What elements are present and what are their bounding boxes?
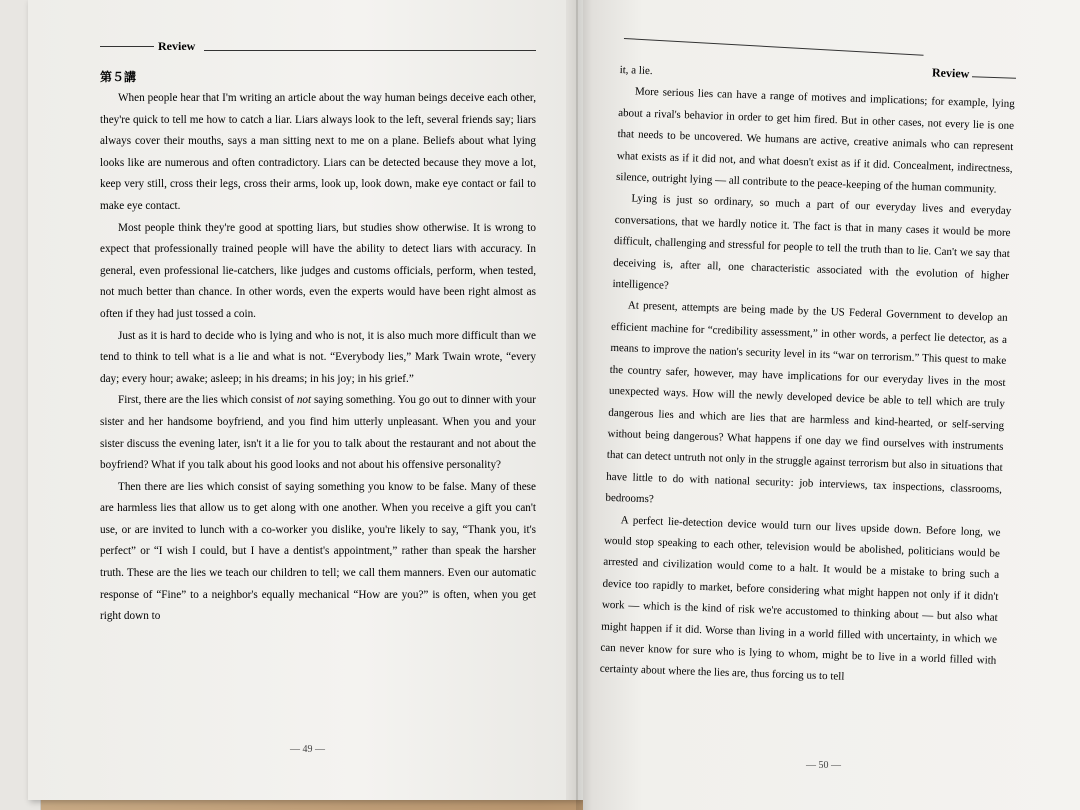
book-gutter (576, 0, 592, 810)
emphasis: not (296, 394, 312, 407)
paragraph (100, 390, 536, 476)
right-page-body (599, 60, 1015, 694)
paragraph: it, a lie. (619, 63, 653, 78)
paragraph: At present, attempts are being made by the US Federal Government to develop an efficient machine for “credibility assessment,” in other words, a perfect lie detector, as a means to improve the nation's security level in its “war on terrorism.” This quest to make the country safer, however, may have implications for our everyday lives in the most unexpected ways. How will the newly developed device be able to tell which are truly dangerous lies and which are lies that are harmless and kind-hearted, or self-serving without being dangerous? What happens if one day we find ourselves with instruments that can detect untruth not only in the struggle against terrorism but also in situations that have little to do with national security: job interviews, tax inspections, classrooms, bedrooms? (605, 299, 1008, 506)
paragraph: Just as it is hard to decide who is lying and who is not, it is also much more difficult than we tend to think to tell what is a lie and what is not. “Everybody lies,” Mark Twain wrote, “every day; every hour; awake; asleep; in his dreams; in his joy; in his grief.” (100, 329, 536, 385)
header-rule-left (100, 46, 154, 47)
paragraph-text: First, there are the lies which consist of (118, 394, 297, 407)
left-page-number: — 49 — (290, 744, 325, 755)
header-rule-right (204, 50, 536, 51)
paragraph: A perfect lie-detection device would turn our lives upside down. Before long, we would stop speaking to each other, television would be abolished, politicians would be arrested and civilization would come to a halt. It would be a mistake to bring such a device too rapidly to market, before considering what might happen not only if it didn't work — which is the kind of risk we're accustomed to thinking about — but also what might happen if it did. Worse than living in a world filled with uncertainty, in which we can never know for sure who is lying to whom, might be to live in a world filled with certainty about where the lies are, thus forcing us to tell (599, 513, 1001, 684)
paragraph-text: saying something. You go out to dinner with your sister and her handsome boyfriend, and you find him utterly unpleasant. When you and your sister discuss the evening later, isn't it a lie for you to talk about the restaurant and not about the boyfriend? What if you talk about his good looks and not about his offensive personality? (100, 394, 536, 472)
left-page-body (100, 88, 536, 628)
paragraph: Most people think they're good at spotting liars, but studies show otherwise. It is wrong to expect that professionally trained people will have the ability to detect liars with accuracy. In general, even professional lie-catchers, like judges and customs officials, perform, when tested, not much better than chance. In other words, even the experts would have been right almost as often if they had just tossed a coin. (100, 221, 536, 320)
paragraph: When people hear that I'm writing an article about the way human beings deceive each other, they're quick to tell me how to catch a liar. Liars always look to the left, several friends say; liars always cover their mouths, says a man sitting next to me on a plane. Beliefs about what lying looks like are numerous and often contradictory. Liars can be detected because they move a lot, keep very still, cross their legs, cross their arms, look up, look down, make eye contact or fail to make eye contact. (100, 92, 536, 212)
paragraph: More serious lies can have a range of motives and implications; for example, lying about a rival's behavior in order to get him fired. But in other cases, not every lie is one that needs to be uncovered. We humans are active, creative animals who can represent what exists as if it did not, and what doesn't exist as if it did. Concealment, indirectness, silence, outright lying — all contribute to the peace-keeping of the human community. (615, 85, 1015, 196)
paragraph: Lying is just so ordinary, so much a part of our everyday lives and everyday conversations, that we hardly notice it. The fact is that in many cases it would be more difficult, challenging and stressful for people to tell the truth than to lie. Can't we say that deceiving is, after all, one characteristic associated with the evolution of higher intelligence? (612, 192, 1012, 292)
left-header-title: Review (158, 39, 196, 53)
right-page-number: — 50 — (806, 760, 841, 771)
lesson-label: 第５講 (100, 70, 137, 84)
paragraph: Then there are lies which consist of saying something you know to be false. Many of these are harmless lies that allow us to get along with one another. When you receive a gift you can't use, or are invited to lunch with a co-worker you dislike, you're likely to say, “Thank you, it's perfect” or “I wish I could, but I have a dentist's appointment,” rather than speak the harsher truth. These are the lies we teach our children to tell; we call them manners. Even our automatic response of “Fine” to a neighbor's equally mechanical “How are you?” is often, when you get right down to (100, 480, 536, 623)
right-header-title: Review (931, 65, 970, 81)
